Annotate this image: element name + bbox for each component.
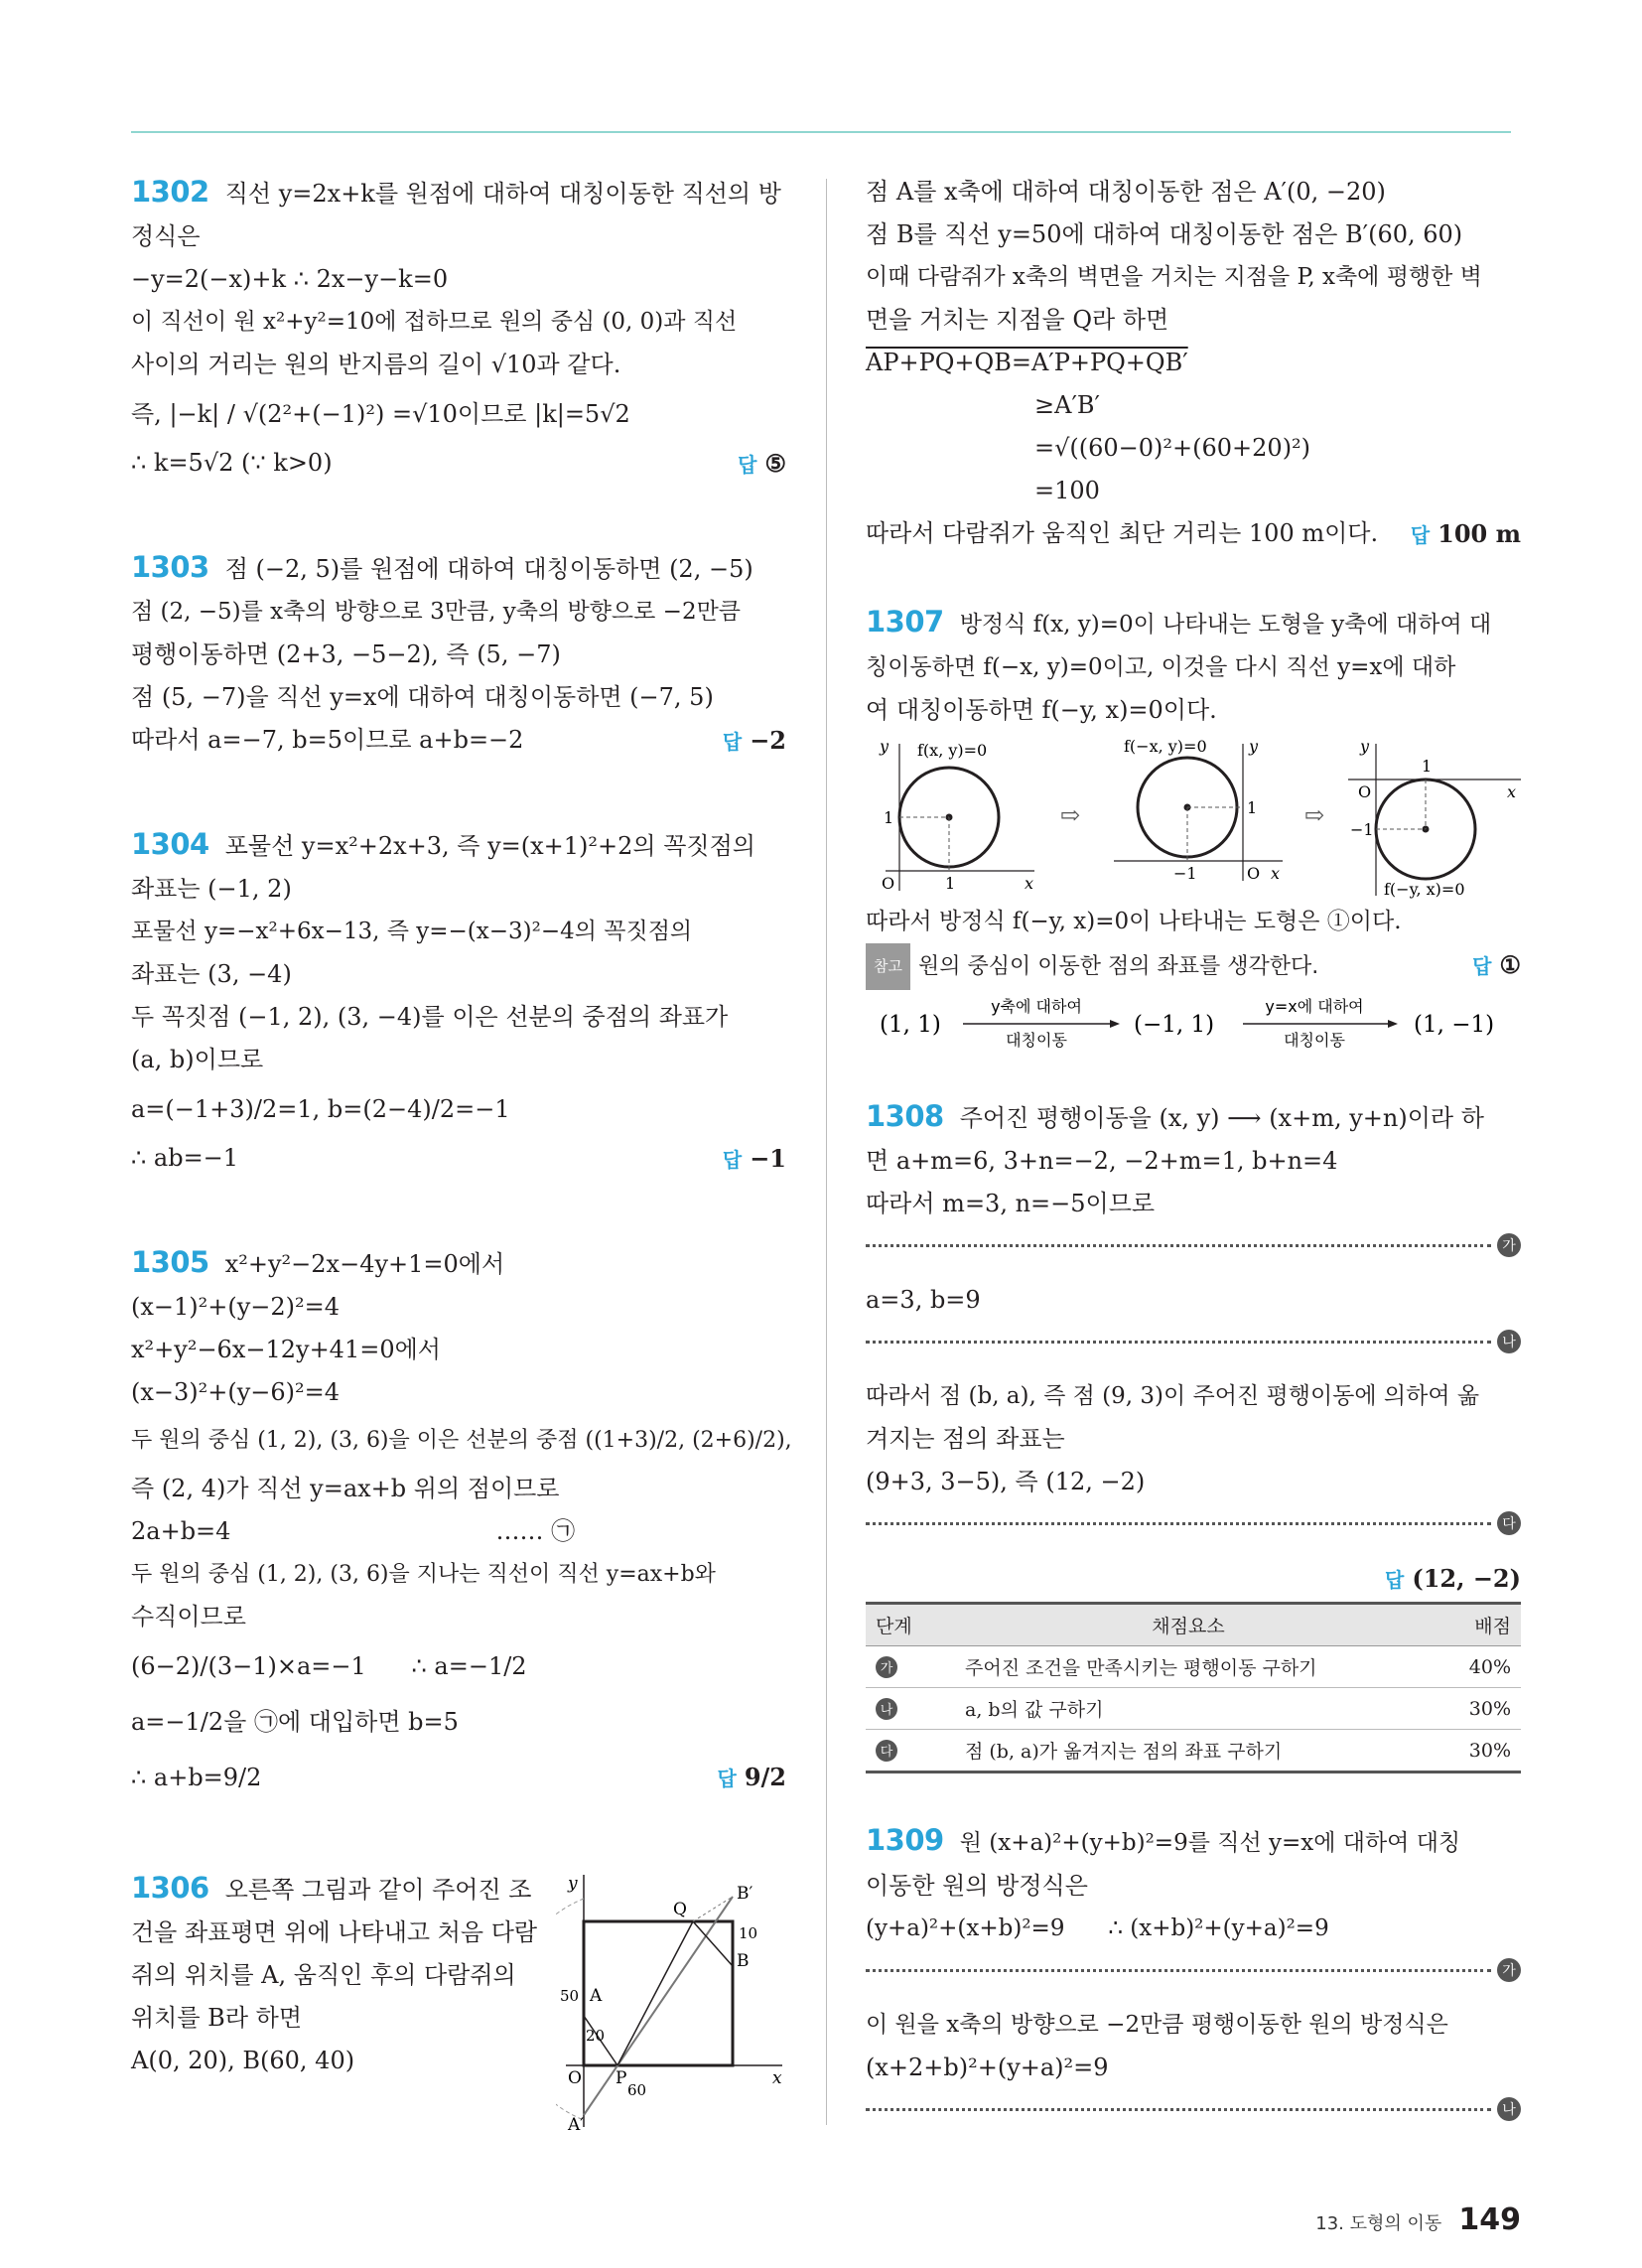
solution-line: 따라서 다람쥐가 움직인 최단 거리는 100 m이다. — [866, 519, 1379, 547]
answer-tag: 답 — [1385, 1568, 1405, 1592]
fig-label: O — [882, 874, 895, 893]
step-mark: 나 — [1497, 2097, 1521, 2121]
table-row — [866, 1730, 1521, 1772]
fig-label: 20 — [586, 2027, 606, 2045]
fig-label: 60 — [627, 2081, 647, 2099]
flow-label: y=x에 대하여 — [1265, 997, 1364, 1016]
solution-line: 수직이므로 — [131, 1603, 246, 1630]
solution-line: (9+3, 3−5), 즉 (12, −2) — [866, 1468, 1146, 1495]
symmetry-figures — [866, 732, 1521, 901]
answer-value: −2 — [750, 726, 786, 755]
answer-tag: 답 — [722, 730, 743, 754]
answer-value: −1 — [750, 1144, 786, 1173]
note-tag: 참고 — [866, 943, 910, 990]
answer-tag: 답 — [1472, 954, 1492, 978]
flow-label: y축에 대하여 — [991, 997, 1082, 1016]
solution-line: 포물선 y=−x²+6x−13, 즉 y=−(x−3)²−4의 꼭짓점의 — [131, 919, 693, 944]
solution-line: 정식은 — [131, 222, 201, 250]
column-header: 단계 — [866, 1604, 955, 1646]
solution-line: 좌표는 (3, −4) — [131, 960, 292, 988]
answer — [723, 719, 786, 764]
solution-line: 점 (2, −5)를 x축의 방향으로 3만큼, y축의 방향으로 −2만큼 — [131, 599, 742, 625]
problem-number: 1302 — [131, 175, 209, 209]
column-divider — [826, 179, 827, 2125]
answer — [1385, 1557, 1521, 1602]
fig-label: A — [590, 1986, 603, 2006]
fig-label: y — [880, 737, 889, 756]
page-footer — [1315, 2202, 1521, 2237]
solution-line: 겨지는 점의 좌표는 — [866, 1425, 1065, 1453]
step-divider — [866, 1511, 1521, 1535]
segment-a-prime-b-prime — [584, 1897, 733, 2115]
solution-line: a=(−1+3)/2=1, b=(2−4)/2=−1 — [131, 1095, 510, 1123]
solution-line: (a, b)이므로 — [131, 1046, 264, 1073]
page-number: 149 — [1458, 2202, 1521, 2237]
problem-1306-continued — [866, 171, 1521, 555]
graph-line-symmetric — [1348, 737, 1521, 899]
solution-line: 즉, |−k| / √(2²+(−1)²) =√10이므로 |k|=5√2 — [131, 400, 630, 428]
solution-line: 이 직선이 원 x²+y²=10에 접하므로 원의 중심 (0, 0)과 직선 — [131, 309, 738, 335]
answer-value: ⑤ — [764, 449, 786, 478]
solution-line: 직선 y=2x+k를 원점에 대하여 대칭이동한 직선의 방 — [224, 180, 781, 208]
table-cell: 점 (b, a)가 옮겨지는 점의 좌표 구하기 — [955, 1730, 1422, 1772]
segment-qb — [693, 1921, 733, 1966]
solution-line: 좌표는 (−1, 2) — [131, 875, 292, 903]
fig-label: O — [1358, 782, 1372, 801]
fig-label: x — [772, 2068, 782, 2088]
answer — [723, 1137, 786, 1182]
fig-label: 1 — [1422, 757, 1433, 776]
table-cell: 30% — [1422, 1730, 1521, 1772]
flow-label: 대칭이동 — [1006, 1031, 1067, 1050]
squirrel-path-figure — [556, 1867, 786, 2135]
chapter-title: 13. 도형의 이동 — [1315, 2213, 1442, 2234]
solution-line: 점 (5, −7)을 직선 y=x에 대하여 대칭이동하면 (−7, 5) — [131, 683, 714, 711]
problem-1309 — [866, 1819, 1521, 2121]
table-row — [866, 1646, 1521, 1688]
flow-point: (−1, 1) — [1134, 1012, 1215, 1038]
table-row — [866, 1688, 1521, 1730]
solution-line: (x+2+b)²+(y+a)²=9 — [866, 2054, 1109, 2081]
answer-tag: 답 — [738, 453, 757, 477]
solution-line: x²+y²−6x−12y+41=0에서 — [131, 1336, 441, 1363]
table-cell: a, b의 값 구하기 — [955, 1688, 1422, 1730]
step-divider — [866, 1958, 1521, 1982]
answer-value: 100 m — [1437, 519, 1521, 548]
fig-label: y — [1249, 737, 1259, 756]
fig-label: 10 — [739, 1924, 758, 1942]
step-mark: 나 — [1497, 1330, 1521, 1353]
problem-number: 1309 — [866, 1823, 944, 1857]
solution-line: 이 원을 x축의 방향으로 −2만큼 평행이동한 원의 방정식은 — [866, 2012, 1448, 2038]
transform-flow — [866, 990, 1521, 1056]
answer-tag: 답 — [1410, 523, 1431, 547]
solution-line: x²+y²−2x−4y+1=0에서 — [224, 1250, 505, 1278]
fig-label: y — [1360, 737, 1370, 756]
problem-number: 1306 — [131, 1871, 209, 1905]
column-header: 채점요소 — [955, 1604, 1422, 1646]
solution-line: AP+PQ+QB=A′P+PQ+QB′ — [866, 349, 1188, 376]
right-column — [866, 171, 1521, 2143]
fig-label: f(−x, y)=0 — [1124, 737, 1207, 756]
problem-number: 1304 — [131, 827, 209, 861]
problem-number: 1305 — [131, 1245, 209, 1279]
solution-line: 두 꼭짓점 (−1, 2), (3, −4)를 이은 선분의 중점의 좌표가 — [131, 1003, 729, 1031]
solution-line: 점 (−2, 5)를 원점에 대하여 대칭이동하면 (2, −5) — [224, 555, 753, 583]
fig-label: y — [568, 1874, 578, 1894]
graph-y-axis-symmetric — [1114, 737, 1283, 883]
fig-label: −1 — [1173, 864, 1197, 883]
answer-value: ① — [1499, 950, 1521, 979]
step-mark: 다 — [876, 1740, 897, 1762]
step-mark: 가 — [1497, 1958, 1521, 1982]
answer-value: 9/2 — [744, 1763, 786, 1791]
answer — [1411, 512, 1521, 557]
wall-rectangle — [584, 1921, 733, 2065]
solution-line: 이때 다람쥐가 x축의 벽면을 거치는 지점을 P, x축에 평행한 벽 — [866, 264, 1482, 290]
fig-label: x — [1507, 782, 1517, 801]
fig-label: f(x, y)=0 — [917, 741, 988, 760]
fig-label: x — [1025, 874, 1034, 893]
fig-label: B′ — [737, 1884, 753, 1904]
solution-line: 2a+b=4 …… ㉠ — [131, 1517, 576, 1545]
arrow-icon: ⇨ — [1304, 801, 1325, 829]
fig-label: f(−y, x)=0 — [1384, 880, 1465, 899]
solution-line: 두 원의 중심 (1, 2), (3, 6)을 이은 선분의 중점 ((1+3)/2, (2+6)/2), — [131, 1428, 792, 1453]
problem-1307 — [866, 601, 1521, 1056]
answer-value: (12, −2) — [1412, 1564, 1521, 1593]
flow-point: (1, 1) — [880, 1012, 941, 1038]
solution-line: 즉 (2, 4)가 직선 y=ax+b 위의 점이므로 — [131, 1475, 560, 1502]
problem-1302 — [131, 171, 786, 485]
fig-label: O — [568, 2068, 582, 2088]
grading-table — [866, 1602, 1521, 1773]
solution-line: =100 — [1034, 477, 1100, 504]
fig-label: A′ — [568, 2115, 585, 2135]
solution-line: (y+a)²+(x+b)²=9 ∴ (x+b)²+(y+a)²=9 — [866, 1915, 1329, 1941]
answer-tag: 답 — [722, 1148, 743, 1172]
solution-line: 점 A를 x축에 대하여 대칭이동한 점은 A′(0, −20) — [866, 178, 1386, 206]
top-rule — [131, 131, 1511, 133]
fig-label: x — [1271, 864, 1281, 883]
table-cell: 40% — [1422, 1646, 1521, 1688]
graph-original — [879, 737, 1034, 893]
fig-label: 50 — [560, 1987, 580, 2005]
solution-line: 사이의 거리는 원의 반지름의 길이 √10과 같다. — [131, 351, 621, 378]
solution-line: 건을 좌표평면 위에 나타내고 처음 다람 — [131, 1918, 538, 1946]
table-cell: 주어진 조건을 만족시키는 평행이동 구하기 — [955, 1646, 1422, 1688]
solution-line: 칭이동하면 f(−x, y)=0이고, 이것을 다시 직선 y=x에 대하 — [866, 654, 1456, 680]
problem-1305 — [131, 1241, 792, 1805]
answer-tag: 답 — [717, 1767, 737, 1790]
solution-line: 쥐의 위치를 A, 움직인 후의 다람쥐의 — [131, 1961, 516, 1989]
solution-line: 원 (x+a)²+(y+b)²=9를 직선 y=x에 대하여 대칭 — [959, 1830, 1461, 1856]
column-header: 배점 — [1422, 1604, 1521, 1646]
fig-label: 1 — [884, 808, 894, 827]
solution-line: 따라서 a=−7, b=5이므로 a+b=−2 — [131, 726, 524, 754]
fig-label: 1 — [945, 874, 956, 893]
note — [866, 943, 1521, 990]
solution-line: 두 원의 중심 (1, 2), (3, 6)을 지나는 직선이 직선 y=ax+b와 — [131, 1562, 716, 1587]
segment-qb-prime — [693, 1897, 733, 1921]
solution-line: =√((60−0)²+(60+20)²) — [1034, 434, 1311, 462]
solution-line: 여 대칭이동하면 f(−y, x)=0이다. — [866, 696, 1217, 724]
table-header-row — [866, 1604, 1521, 1646]
solution-line: 주어진 평행이동을 (x, y) ⟶ (x+m, y+n)이라 하 — [959, 1104, 1484, 1132]
solution-line: 면을 거치는 지점을 Q라 하면 — [866, 306, 1169, 334]
solution-line: −y=2(−x)+k ∴ 2x−y−k=0 — [131, 265, 449, 293]
answer — [718, 1750, 787, 1806]
solution-line: (x−3)²+(y−6)²=4 — [131, 1378, 341, 1406]
table-cell: 30% — [1422, 1688, 1521, 1730]
solution-line: 따라서 m=3, n=−5이므로 — [866, 1190, 1156, 1217]
segment-pq — [617, 1921, 693, 2065]
solution-line: a=3, b=9 — [866, 1286, 981, 1314]
step-mark: 다 — [1497, 1511, 1521, 1535]
left-column — [131, 171, 792, 2197]
step-mark: 가 — [1497, 1233, 1521, 1257]
fig-label: B — [737, 1951, 750, 1971]
solution-line: ∴ ab=−1 — [131, 1144, 239, 1172]
step-divider — [866, 1330, 1521, 1353]
solution-line: ≥A′B′ — [1034, 391, 1100, 419]
solution-line: 오른쪽 그림과 같이 주어진 조 — [224, 1876, 532, 1904]
problem-1304 — [131, 823, 786, 1180]
solution-line: 따라서 방정식 f(−y, x)=0이 나타내는 도형은 ①이다. — [866, 909, 1402, 934]
problem-1308 — [866, 1095, 1521, 1773]
solution-line: 이동한 원의 방정식은 — [866, 1872, 1088, 1900]
solution-line: ∴ a+b=9/2 — [131, 1764, 262, 1791]
fig-label: P — [616, 2068, 627, 2088]
fig-label: Q — [673, 1900, 687, 1919]
problem-1306 — [131, 1867, 786, 2135]
flow-label: 대칭이동 — [1284, 1031, 1345, 1050]
problem-1303 — [131, 546, 786, 762]
fig-label: O — [1247, 864, 1261, 883]
answer — [1472, 943, 1521, 988]
fig-label: −1 — [1350, 820, 1374, 839]
fig-label: 1 — [1247, 798, 1258, 817]
solution-line: 방정식 f(x, y)=0이 나타내는 도형을 y축에 대하여 대 — [959, 612, 1492, 638]
solution-line: 포물선 y=x²+2x+3, 즉 y=(x+1)²+2의 꼭짓점의 — [224, 832, 755, 860]
note-text: 원의 중심이 이동한 점의 좌표를 생각한다. — [917, 954, 1319, 979]
solution-line: 점 B를 직선 y=50에 대하여 대칭이동한 점은 B′(60, 60) — [866, 220, 1463, 248]
solution-line: (x−1)²+(y−2)²=4 — [131, 1293, 341, 1321]
flow-point: (1, −1) — [1414, 1012, 1495, 1038]
arrow-icon: ⇨ — [1060, 801, 1081, 829]
solution-line: 평행이동하면 (2+3, −5−2), 즉 (5, −7) — [131, 640, 561, 668]
solution-line: (6−2)/(3−1)×a=−1 ∴ a=−1/2 — [131, 1652, 527, 1680]
solution-line: ∴ k=5√2 (∵ k>0) — [131, 449, 333, 477]
answer — [738, 442, 786, 487]
step-mark: 가 — [876, 1656, 897, 1678]
solution-line: A(0, 20), B(60, 40) — [131, 2047, 355, 2074]
solution-line: 면 a+m=6, 3+n=−2, −2+m=1, b+n=4 — [866, 1147, 1338, 1175]
solution-line: 위치를 B라 하면 — [131, 2004, 302, 2032]
step-divider — [866, 2097, 1521, 2121]
solution-line: a=−1/2을 ㉠에 대입하면 b=5 — [131, 1708, 459, 1736]
step-divider — [866, 1233, 1521, 1257]
solution-line: 따라서 점 (b, a), 즉 점 (9, 3)이 주어진 평행이동에 의하여 옮 — [866, 1383, 1480, 1409]
problem-number: 1303 — [131, 550, 209, 584]
problem-number: 1308 — [866, 1099, 944, 1133]
problem-number: 1307 — [866, 605, 944, 638]
step-mark: 나 — [876, 1698, 897, 1720]
